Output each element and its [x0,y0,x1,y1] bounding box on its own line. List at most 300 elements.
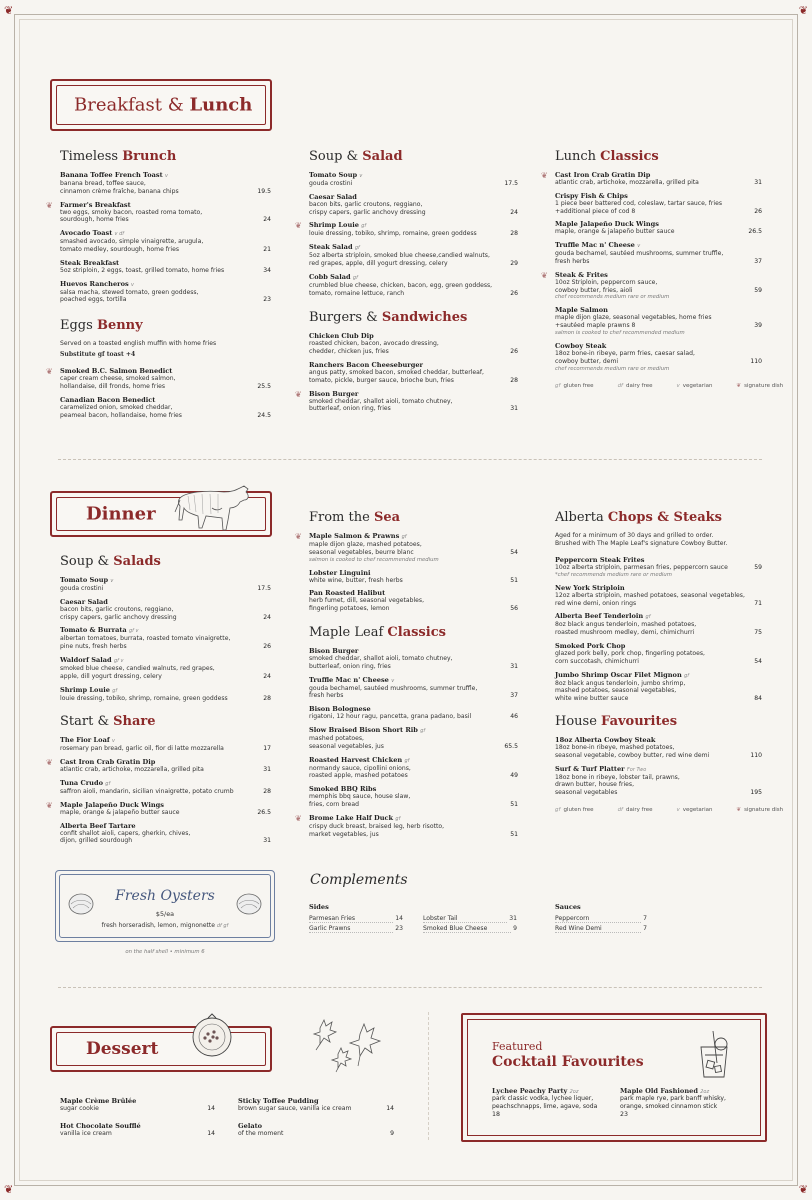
menu-item-description: maple, orange & jalapeño butter sauce [555,228,675,236]
menu-item-name-text: Alberta Beef Tartare [60,821,136,830]
menu-item-name [60,1122,213,1130]
menu-item-name-text: Smoked BBQ Ribs [309,785,377,794]
menu-item-name [60,396,269,404]
menu-item-name [309,171,516,180]
menu-item-name-text: Banana Toffee French Toast [60,171,163,179]
menu-item-name-text: Maple Crème Brûlée [60,1097,137,1105]
menu-item-price: 24 [263,613,271,621]
section-heading-accent: Chops & Steaks [607,510,722,525]
menu-item-note: salmon is cooked to chef recommended medium [555,329,685,336]
menu-item [541,171,762,187]
menu-item-name [60,598,269,606]
section-heading [60,714,271,729]
menu-item-description: maple dijon glaze, seasonal vegetables, home fries [555,314,712,322]
menu-item-name-text: Tomato Soup [309,171,358,179]
cocktail-price: 23 [620,1110,629,1118]
menu-item-name [555,765,760,774]
menu-item-name [60,201,269,209]
diet-tag: gf [404,757,410,764]
menu-item [60,656,271,681]
menu-item-name [555,584,760,592]
menu-item [295,221,518,238]
menu-item-description: atlantic crab, artichoke, mozzarella, grilled pita [60,766,204,774]
menu-item-price: 26 [510,289,518,297]
menu-item [555,192,762,216]
menu-item-price: 21 [263,245,271,253]
menu-item [60,171,271,196]
cocktail-item [620,1087,750,1118]
section-heading-text: Alberta [555,510,604,525]
section-heading [60,554,271,569]
menu-item [309,647,518,671]
menu-item-name-text: Cast Iron Crab Gratin Dip [60,758,156,767]
menu-item-description: smashed avocado, simple vinaigrette, arugula, [60,238,204,246]
menu-item-name-text: Alberta Beef Tenderloin [555,612,644,621]
legend-label: dairy free [626,806,653,813]
menu-item-price: 17.5 [504,180,518,187]
menu-item-name-text: Jumbo Shrimp Oscar Filet Mignon [555,670,682,679]
menu-item-price: 26.5 [257,808,271,816]
maple-leaf-icon: ❦ [541,270,548,280]
menu-item-description: butterleaf, onion ring, fries [309,405,391,413]
maple-leaf-icon: ❦ [46,200,53,210]
menu-item-name [309,193,516,201]
menu-item-description: tomato, romaine lettuce, ranch [309,289,405,297]
diet-tag: gf [361,223,367,230]
menu-item [60,779,271,796]
menu-item-name [60,656,269,665]
menu-item-description: 10oz Striploin, peppercorn sauce, [555,278,658,286]
legend-label: signature dish [744,382,784,389]
menu-item-description: chedder, chicken jus, fries [309,348,389,356]
menu-item-price: 19.5 [257,187,271,195]
menu-item-name-text: Roasted Harvest Chicken [309,755,403,764]
menu-item-description: caper cream cheese, smoked salmon, [60,375,176,383]
menu-item-name-text: Caesar Salad [309,192,357,201]
menu-item-description: smoked blue cheese, candied walnuts, red grapes, [60,664,215,672]
menu-item-description: maple, orange & jalapeño butter sauce [60,808,180,816]
menu-item [555,342,762,373]
menu-item-price: 37 [510,692,518,700]
menu-item-name [309,647,516,655]
menu-item-description: corn succotash, chimichurri [555,657,639,665]
menu-item-description: crispy duck breast, braised leg, herb risotto, [309,822,445,830]
menu-item-name [309,332,516,340]
benny-intro-text: Served on a toasted english muffin with home fries [60,340,217,348]
cocktail-item [492,1087,622,1118]
section-divider [58,459,762,460]
menu-item-price: 24 [263,672,271,680]
diet-legend [555,806,784,813]
menu-item-name [309,221,516,230]
menu-item-description: cinnamon crème fraîche, banana chips [60,187,179,195]
section-heading-text: Burgers & [309,310,378,326]
legend-symbol: df [617,382,623,389]
menu-item-description: red wine demi, onion rings [555,599,637,607]
menu-item-name-text: Avocado Toast [60,229,113,238]
cocktail-price: 18 [492,1110,501,1118]
menu-item-description: bacon bits, garlic croutons, reggiano, [60,605,174,613]
cocktail-description: park maple rye, park banff whisky, [620,1095,726,1102]
complement-price: 31 [509,915,517,922]
section-heading-accent: Sandwiches [381,310,468,326]
menu-item-name [60,259,269,267]
menu-item-description: crispy capers, garlic anchovy dressing [60,613,177,621]
menu-item-name-text: Gelato [238,1121,263,1130]
menu-item [46,200,271,225]
menu-item-name [555,271,760,279]
cow-illustration [172,480,254,536]
sides-list-right [423,914,517,934]
cocktail-name-text: Maple Old Fashioned [620,1087,698,1095]
benny-intro [60,340,271,359]
maple-leaf-icon: ❦ [46,758,53,768]
menu-item-description: 18oz bone in ribeye, lobster tail, prawns, [555,773,680,781]
menu-item-name-text: Maple Jalapeño Duck Wings [60,800,164,809]
menu-item-name-text: Pan Roasted Halibut [309,589,386,598]
menu-item-price: 26.5 [748,228,762,236]
menu-item-description: rigatoni, 12 hour ragu, pancetta, grana padano, basil [309,713,472,721]
legend-label: gluten free [563,382,594,389]
section-heading-text: Timeless [60,149,119,164]
menu-item [60,626,271,651]
menu-item-price: 51 [510,800,518,808]
menu-item-description: roasted mushroom medley, demi, chimichurri [555,629,695,637]
dinner-column-3 [555,510,784,813]
menu-item [309,361,518,385]
dessert-column-2 [238,1097,394,1147]
menu-item [46,758,271,774]
menu-item-description: smoked cheddar, shallot aioli, tomato chutney, [309,654,453,662]
menu-item-description: fresh herbs [309,692,344,700]
maple-leaf-icon: ❦ [798,1183,808,1196]
diet-tag: v [164,173,168,179]
menu-item-price: 110 [750,357,762,365]
menu-item-description: herb fumet, dill, seasonal vegetables, [309,597,425,605]
menu-item-price: 49 [510,772,518,780]
menu-item-description: gouda bechamel, sautéed mushrooms, summer truffle, [309,684,478,692]
menu-item [541,270,762,302]
menu-item [309,676,518,701]
menu-item-name [60,171,269,180]
menu-item [238,1097,394,1113]
menu-item-name [60,736,269,745]
menu-item-description: crispy capers, garlic anchovy dressing [309,208,426,216]
menu-item-price: 28 [510,230,518,238]
cocktail-name-text: Lychee Peachy Party [492,1087,568,1095]
legend-entry [677,807,725,813]
complements-sauces [555,903,647,934]
section-heading [309,510,518,525]
menu-item [555,736,762,760]
menu-item-description: +additional piece of cod 8 [555,207,636,215]
complement-price: 23 [395,925,403,932]
section-title-a: Breakfast & [74,94,184,116]
menu-item-name [309,726,516,735]
menu-item-note: *chef recommends medium rare or medium [555,571,672,578]
cocktail-title: Cocktail Favourites [492,1054,644,1070]
menu-item-price: 54 [510,548,518,556]
cocktail-name [620,1087,750,1095]
menu-item-description: salsa macha, stewed tomato, green goddess, [60,288,199,296]
menu-item-description: caramelized onion, smoked cheddar, [60,403,173,411]
menu-item-price: 39 [754,322,762,330]
diet-tag: For Two [626,766,647,773]
menu-item-price: 25.5 [257,382,271,390]
cocktail-featured-label: Featured [492,1040,543,1053]
menu-item-name [238,1122,392,1130]
cocktail-size: 2oz [700,1089,710,1095]
menu-item-description: sourdough, home fries [60,216,129,224]
menu-item-description: 18oz bone-in ribeye, parm fries, caesar salad, [555,349,695,357]
menu-item [309,785,518,809]
menu-item-price: 51 [510,576,518,584]
dinner-column-2 [295,510,518,843]
menu-item-price: 71 [754,599,762,607]
menu-item-name-text: Farmer's Breakfast [60,200,131,209]
section-heading-accent: Salad [362,149,403,164]
menu-item-price: 110 [750,751,762,759]
menu-item-price: 84 [754,695,762,703]
menu-item-name-text: Bison Burger [309,646,359,655]
diet-tag: gf [401,534,407,540]
menu-item-description: mashed potatoes, seasonal vegetables, [555,687,677,695]
menu-item-name [555,220,760,228]
menu-item-price: 28 [510,376,518,384]
menu-item [295,389,518,414]
legend-label: vegetarian [682,382,713,389]
complement-price: 7 [643,915,647,922]
menu-item-name-text: 18oz Alberta Cowboy Steak [555,735,656,744]
legend-entry [618,807,665,813]
pomegranate-illustration [188,1012,236,1060]
menu-item [555,241,762,266]
menu-item [555,642,762,666]
menu-item [555,765,762,797]
menu-item-name-text: Bison Burger [309,389,359,398]
section-heading-accent: Classics [600,149,659,164]
menu-item-name [60,280,269,289]
section-heading-accent: Brunch [122,149,177,164]
menu-item-description: saffron aioli, mandarin, sicilian vinaigrette, potato crumb [60,787,234,795]
menu-item-price: 26 [510,348,518,356]
legend-entry [618,383,665,389]
complement-name: Red Wine Demi [555,925,602,932]
menu-item-name [60,822,269,830]
menu-item-name [309,705,516,713]
menu-item-price: 56 [510,605,518,613]
diet-tag: gf [645,614,651,621]
legend-symbol: gf [555,806,561,813]
menu-item-name [309,243,516,252]
complement-row [423,914,517,923]
menu-item-description: white wine, butter, fresh herbs [309,576,403,584]
menu-item-name-text: Tuna Crudo [60,778,103,787]
legend-entry [677,383,725,389]
diet-tag: v [359,173,363,179]
oysters-note: on the half shell • minimum 6 [125,949,205,955]
menu-item-description: 8oz black angus tenderloin, jumbo shrimp, [555,679,686,687]
menu-item-name [555,192,760,200]
complement-name: Peppercorn [555,915,590,922]
menu-item [60,598,271,622]
menu-item-name-text: Shrimp Louie [60,685,110,694]
menu-item [309,756,518,781]
menu-item-description: pine nuts, fresh herbs [60,643,127,651]
menu-item-price: 31 [263,837,271,845]
menu-item [555,306,762,337]
maple-leaves-illustration [310,1016,390,1074]
menu-item-description: crumbled blue cheese, chicken, bacon, egg, green goddess, [309,281,493,289]
menu-item [309,569,518,585]
menu-item-name [309,676,516,685]
sides-heading: Sides [309,903,329,911]
menu-item-price: 26 [263,643,271,651]
legend-symbol: v [676,806,680,813]
menu-item-price: 65.5 [504,742,518,750]
section-heading-accent: Sea [373,510,401,525]
menu-item-description: fingerling potatoes, lemon [309,605,390,613]
menu-item-name [309,589,516,597]
menu-item-description: tomato medley, sourdough, home fries [60,245,180,253]
diet-legend [555,382,784,389]
menu-item-name [238,1097,392,1105]
maple-leaf-icon: ❦ [4,4,14,17]
menu-item-name-text: Cobb Salad [309,272,351,281]
cocktail-name [492,1087,622,1095]
legend-label: signature dish [744,806,784,813]
menu-item-name [60,779,269,788]
menu-item-description: maple dijon glaze, mashed potatoes, [309,541,422,548]
menu-item-name-text: Maple Salmon [555,306,608,315]
section-divider [58,987,762,988]
menu-item-description: gouda crostini [60,585,104,592]
section-heading [309,149,518,164]
cocktail-glass-illustration [691,1027,737,1085]
menu-item-price: 17.5 [257,585,271,592]
complement-row [309,924,403,933]
menu-item-name [555,306,760,314]
complement-row [555,924,647,933]
diet-tag: df gf [216,923,229,929]
menu-item-description: 5oz striploin, 2 eggs, toast, grilled tomato, home fries [60,266,225,274]
menu-item-description: cowboy butter, fries, aioli [555,286,633,294]
menu-item-description: 8oz black angus tenderloin, mashed potatoes, [555,621,697,629]
menu-item-price: 31 [754,179,762,186]
menu-item-name-text: Truffle Mac n' Cheese [309,675,389,684]
diet-tag: v [637,243,641,250]
section-heading-accent: Benny [96,318,143,334]
dinner-column-1 [46,554,271,850]
diet-tag: gf [112,687,118,694]
menu-item-price: 14 [207,1105,215,1112]
section-heading-text: Eggs [60,318,93,334]
menu-item-description: seasonal vegetables, jus [309,742,384,750]
maple-leaf-icon: ❦ [541,171,548,180]
diet-tag: gf [105,780,111,787]
menu-item-name-text: Steak & Frites [555,270,608,279]
menu-item [309,171,518,188]
menu-item [60,822,271,846]
maple-leaf-icon: ❦ [295,221,302,231]
diet-tag: gf [354,245,360,252]
menu-item-price: 14 [386,1105,394,1112]
legend-label: vegetarian [682,806,713,813]
menu-item-description: fries, corn bread [309,800,360,808]
menu-item-description: apple, dill yogurt dressing, celery [60,672,162,680]
diet-tag: v [112,738,115,745]
menu-item-description: banana bread, toffee sauce, [60,180,146,187]
menu-item [309,705,518,721]
maple-leaf-icon: ❦ [46,800,53,810]
breakfast-column-3 [541,149,784,389]
sauces-heading: Sauces [555,903,581,911]
menu-item [60,259,271,275]
menu-item [309,726,518,751]
menu-item-description: normandy sauce, cipollini onions, [309,764,411,772]
menu-item-price: 54 [754,657,762,665]
section-heading-accent: Classics [387,624,446,640]
menu-item-price: 51 [510,830,518,838]
menu-item [60,396,271,420]
menu-item-name-text: Slow Braised Bison Short Rib [309,725,418,734]
section-heading [309,310,518,325]
menu-item-name [555,671,760,680]
menu-item-description: bacon bits, garlic croutons, reggiano, [309,200,423,208]
cocktail-description: park classic vodka, lychee liquer, [492,1095,594,1102]
breakfast-column-1 [46,149,271,424]
menu-item-description: sugar cookie [60,1105,99,1112]
complement-price: 14 [395,915,403,922]
menu-item-name-text: Canadian Bacon Benedict [60,395,156,404]
oysters-title: Fresh Oysters [115,888,215,904]
menu-item-description: 10oz alberta striploin, parmesan fries, peppercorn sauce [555,564,728,571]
diet-tag: v [391,677,395,684]
menu-item-description: dijon, grilled sourdough [60,837,133,845]
menu-item-description: two eggs, smoky bacon, roasted roma tomato, [60,208,203,216]
menu-item-name [555,241,760,250]
legend-label: gluten free [563,806,594,813]
section-heading [555,510,762,525]
menu-item-description: roasted apple, mashed potatoes [309,772,408,780]
legend-entry [736,807,795,813]
menu-item-name-text: Cowboy Steak [555,341,607,350]
menu-item [60,576,271,593]
menu-item [60,1122,215,1138]
menu-item [555,612,762,637]
maple-leaf-icon: ❦ [295,389,302,399]
legend-entry [555,383,606,389]
menu-item-name [60,1097,213,1105]
menu-item-name [60,686,269,695]
diet-tag: gf v [113,657,124,664]
section-heading-text: Soup & [60,554,110,569]
menu-item-price: 26 [754,207,762,215]
menu-item-name [309,532,516,541]
sauces-list [555,914,647,933]
menu-item-description: gouda bechamel, sautéed mushrooms, summer truffle, [555,250,724,258]
menu-item-name [555,642,760,650]
menu-item-name [309,814,516,823]
maple-leaf-icon: ❦ [736,806,742,813]
menu-item-name-text: Crispy Fish & Chips [555,191,628,200]
menu-item-description: roasted chicken, bacon, avocado dressing, [309,340,439,348]
diet-tag: gf [420,727,426,734]
menu-item-name-text: Smoked B.C. Salmon Benedict [60,367,173,376]
menu-item [46,800,271,817]
menu-item-description: angus patty, smoked bacon, smoked cheddar, butterleaf, [309,368,484,376]
menu-item [60,736,271,753]
